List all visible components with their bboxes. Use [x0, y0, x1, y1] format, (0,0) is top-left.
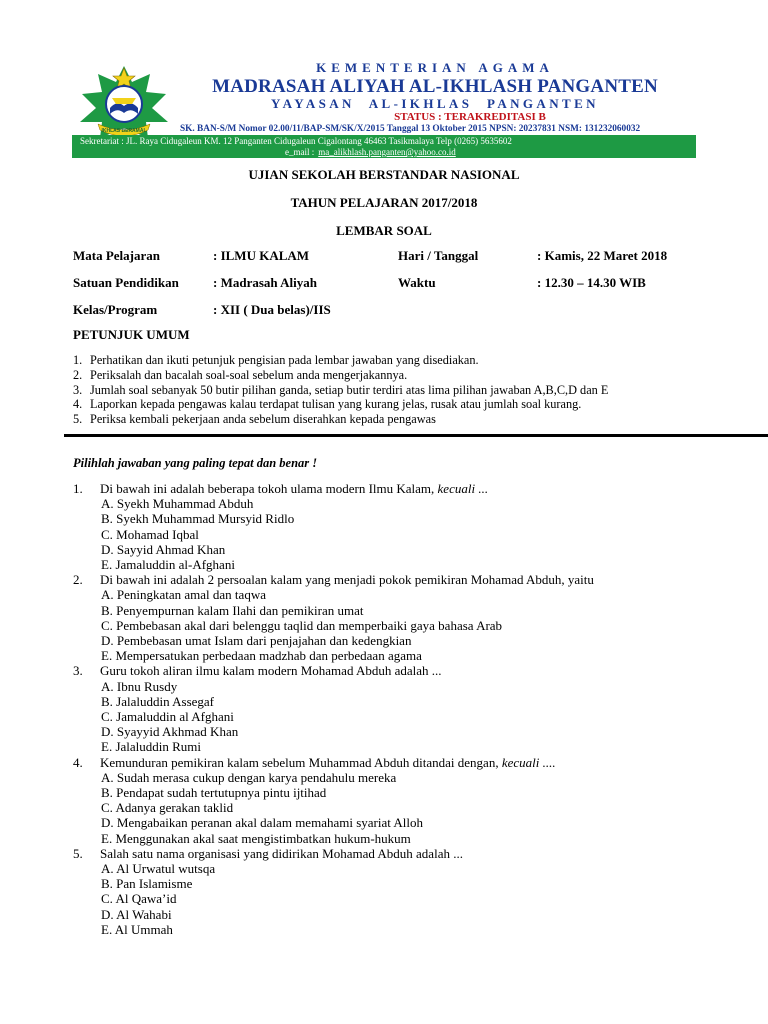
question-number: 1.: [73, 481, 83, 496]
instruction-text: Periksalah dan bacalah soal-soal sebelum anda mengerjakannya.: [90, 367, 408, 382]
instruction-item: [73, 368, 407, 383]
question-emphasis: kecuali ...: [437, 481, 489, 496]
ministry-name: KEMENTERIAN AGAMA: [316, 60, 554, 75]
subject-value: : ILMU KALAM: [213, 248, 310, 263]
answer-option: C. Pembebasan akal dari belenggu taqlid dan memperbaiki gaya bahasa Arab: [101, 617, 503, 633]
question-number: 3.: [73, 663, 83, 679]
answer-option: B. Pendapat sudah tertutupnya pintu ijtihad: [101, 785, 327, 800]
answer-option: E. Al Ummah: [101, 921, 173, 937]
question-stem: [73, 846, 463, 862]
directive-text: Pilihlah jawaban yang paling tepat dan benar !: [73, 456, 318, 470]
school-name: MADRASAH ALIYAH AL-IKHLASH PANGANTEN: [212, 76, 658, 97]
answer-option: A. Sudah merasa cukup dengan karya pendahulu mereka: [101, 769, 397, 785]
question-number: 2.: [73, 572, 83, 588]
question-text: Salah satu nama organisasi yang didirikan Mohamad Abduh adalah ...: [100, 845, 463, 861]
instruction-number: 4.: [73, 397, 83, 412]
answer-option: A. Syekh Muhammad Abduh: [101, 496, 254, 512]
answer-option: E. Mempersatukan perbedaan madzhab dan perbedaan agama: [101, 648, 422, 664]
email-line: [285, 147, 456, 157]
instruction-item: [73, 412, 436, 427]
answer-option: E. Jalaluddin Rumi: [101, 739, 202, 755]
foundation-name: YAYASAN AL-IKHLAS PANGANTEN: [271, 96, 599, 111]
answer-option: A. Al Urwatul wutsqa: [101, 861, 216, 876]
answer-option: D. Al Wahabi: [101, 906, 172, 922]
answer-option: B. Penyempurnan kalam Ilahi dan pemikiran umat: [101, 602, 364, 618]
accreditation-status: STATUS : TERAKREDITASI B: [394, 111, 546, 123]
answer-option: E. Jamaluddin al-Afghani: [101, 557, 235, 572]
sheet-title: LEMBAR SOAL: [336, 223, 432, 238]
answer-option: E. Menggunakan akal saat mengistimbatkan hukum-hukum: [101, 830, 411, 846]
question-text: Di bawah ini adalah beberapa tokoh ulama modern Ilmu Kalam,: [100, 481, 435, 496]
sk-registration-line: SK. BAN-S/M Nomor 02.00/11/BAP-SM/SK/X/2015 Tanggal 13 Oktober 2015 NPSN: 20237831 NSM: 131232060032: [180, 124, 641, 134]
instruction-number: 5.: [73, 412, 83, 427]
answer-option: C. Mohamad Iqbal: [101, 526, 199, 542]
answer-option: D. Pembebasan umat Islam dari penjajahan dan kedengkian: [101, 633, 412, 648]
answer-option: D. Sayyid Ahmad Khan: [101, 541, 226, 557]
instruction-number: 2.: [73, 367, 83, 382]
email-link[interactable]: ma_alikhlash.panganten@yahoo.co.id: [318, 147, 456, 157]
divider: [64, 434, 768, 437]
class-value: : XII ( Dua belas)/IIS: [213, 302, 331, 317]
instruction-text: Laporkan kepada pengawas kalau terdapat tulisan yang kurang jelas, rusak atau jumlah soal kurang.: [90, 397, 582, 412]
unit-value: : Madrasah Aliyah: [213, 275, 318, 290]
question-stem: [73, 572, 594, 588]
address-line: Sekretariat : JL. Raya Cidugaleun KM. 12 Panganten Cidugaleun Cigalontang 46463 Tasikmalaya Telp (0265) 5635602: [80, 136, 512, 146]
class-label: Kelas/Program: [73, 302, 158, 317]
answer-option: D. Mengabaikan peranan akal dalam memahami syariat Alloh: [101, 815, 423, 831]
answer-option: A. Ibnu Rusdy: [101, 678, 178, 694]
instruction-item: [73, 353, 479, 368]
question-text: Di bawah ini adalah 2 persoalan kalam yang menjadi pokok pemikiran Mohamad Abduh, yaitu: [100, 572, 594, 588]
instruction-text: Perhatikan dan ikuti petunjuk pengisian pada lembar jawaban yang disediakan.: [90, 353, 479, 367]
day-label: Hari / Tanggal: [398, 248, 479, 263]
day-value: : Kamis, 22 Maret 2018: [537, 248, 668, 263]
school-logo: [72, 62, 176, 142]
answer-option: C. Jamaluddin al Afghani: [101, 709, 234, 724]
question-stem: [73, 663, 442, 679]
svg-text:IKHLAS BERAMAL: IKHLAS BERAMAL: [101, 128, 147, 134]
time-label: Waktu: [398, 275, 436, 290]
answer-option: B. Jalaluddin Assegaf: [101, 693, 215, 709]
answer-option: C. Adanya gerakan taklid: [101, 800, 234, 816]
question-emphasis: kecuali ....: [501, 754, 556, 770]
answer-option: A. Peningkatan amal dan taqwa: [101, 587, 266, 603]
answer-option: C. Al Qawa’id: [101, 891, 177, 907]
question-text: Kemunduran pemikiran kalam sebelum Muhammad Abduh ditandai dengan,: [100, 754, 499, 770]
instruction-number: 3.: [73, 382, 83, 397]
question-text: Guru tokoh aliran ilmu kalam modern Mohamad Abduh adalah ...: [100, 663, 442, 679]
instruction-item: [73, 383, 608, 398]
school-year-title: TAHUN PELAJARAN 2017/2018: [290, 195, 478, 210]
instruction-item: [73, 397, 581, 412]
question-stem: [73, 481, 488, 497]
instruction-number: 1.: [73, 353, 83, 367]
subject-label: Mata Pelajaran: [73, 248, 161, 263]
instructions-heading: PETUNJUK UMUM: [73, 327, 190, 342]
answer-option: B. Pan Islamisme: [101, 876, 193, 892]
exam-title: UJIAN SEKOLAH BERSTANDAR NASIONAL: [248, 167, 520, 182]
question-number: 4.: [73, 754, 83, 770]
time-value: : 12.30 – 14.30 WIB: [537, 275, 646, 290]
unit-label: Satuan Pendidikan: [73, 275, 179, 290]
question-number: 5.: [73, 845, 83, 861]
email-label: e_mail :: [285, 147, 315, 157]
instruction-text: Jumlah soal sebanyak 50 butir pilihan ganda, setiap butir terdiri atas lima pilihan jawaban A,B,C,D dan E: [90, 382, 609, 397]
instruction-text: Periksa kembali pekerjaan anda sebelum diserahkan kepada pengawas: [90, 412, 436, 427]
answer-option: D. Syayyid Akhmad Khan: [101, 724, 239, 740]
question-stem: [73, 755, 556, 771]
answer-option: B. Syekh Muhammad Mursyid Ridlo: [101, 511, 295, 527]
